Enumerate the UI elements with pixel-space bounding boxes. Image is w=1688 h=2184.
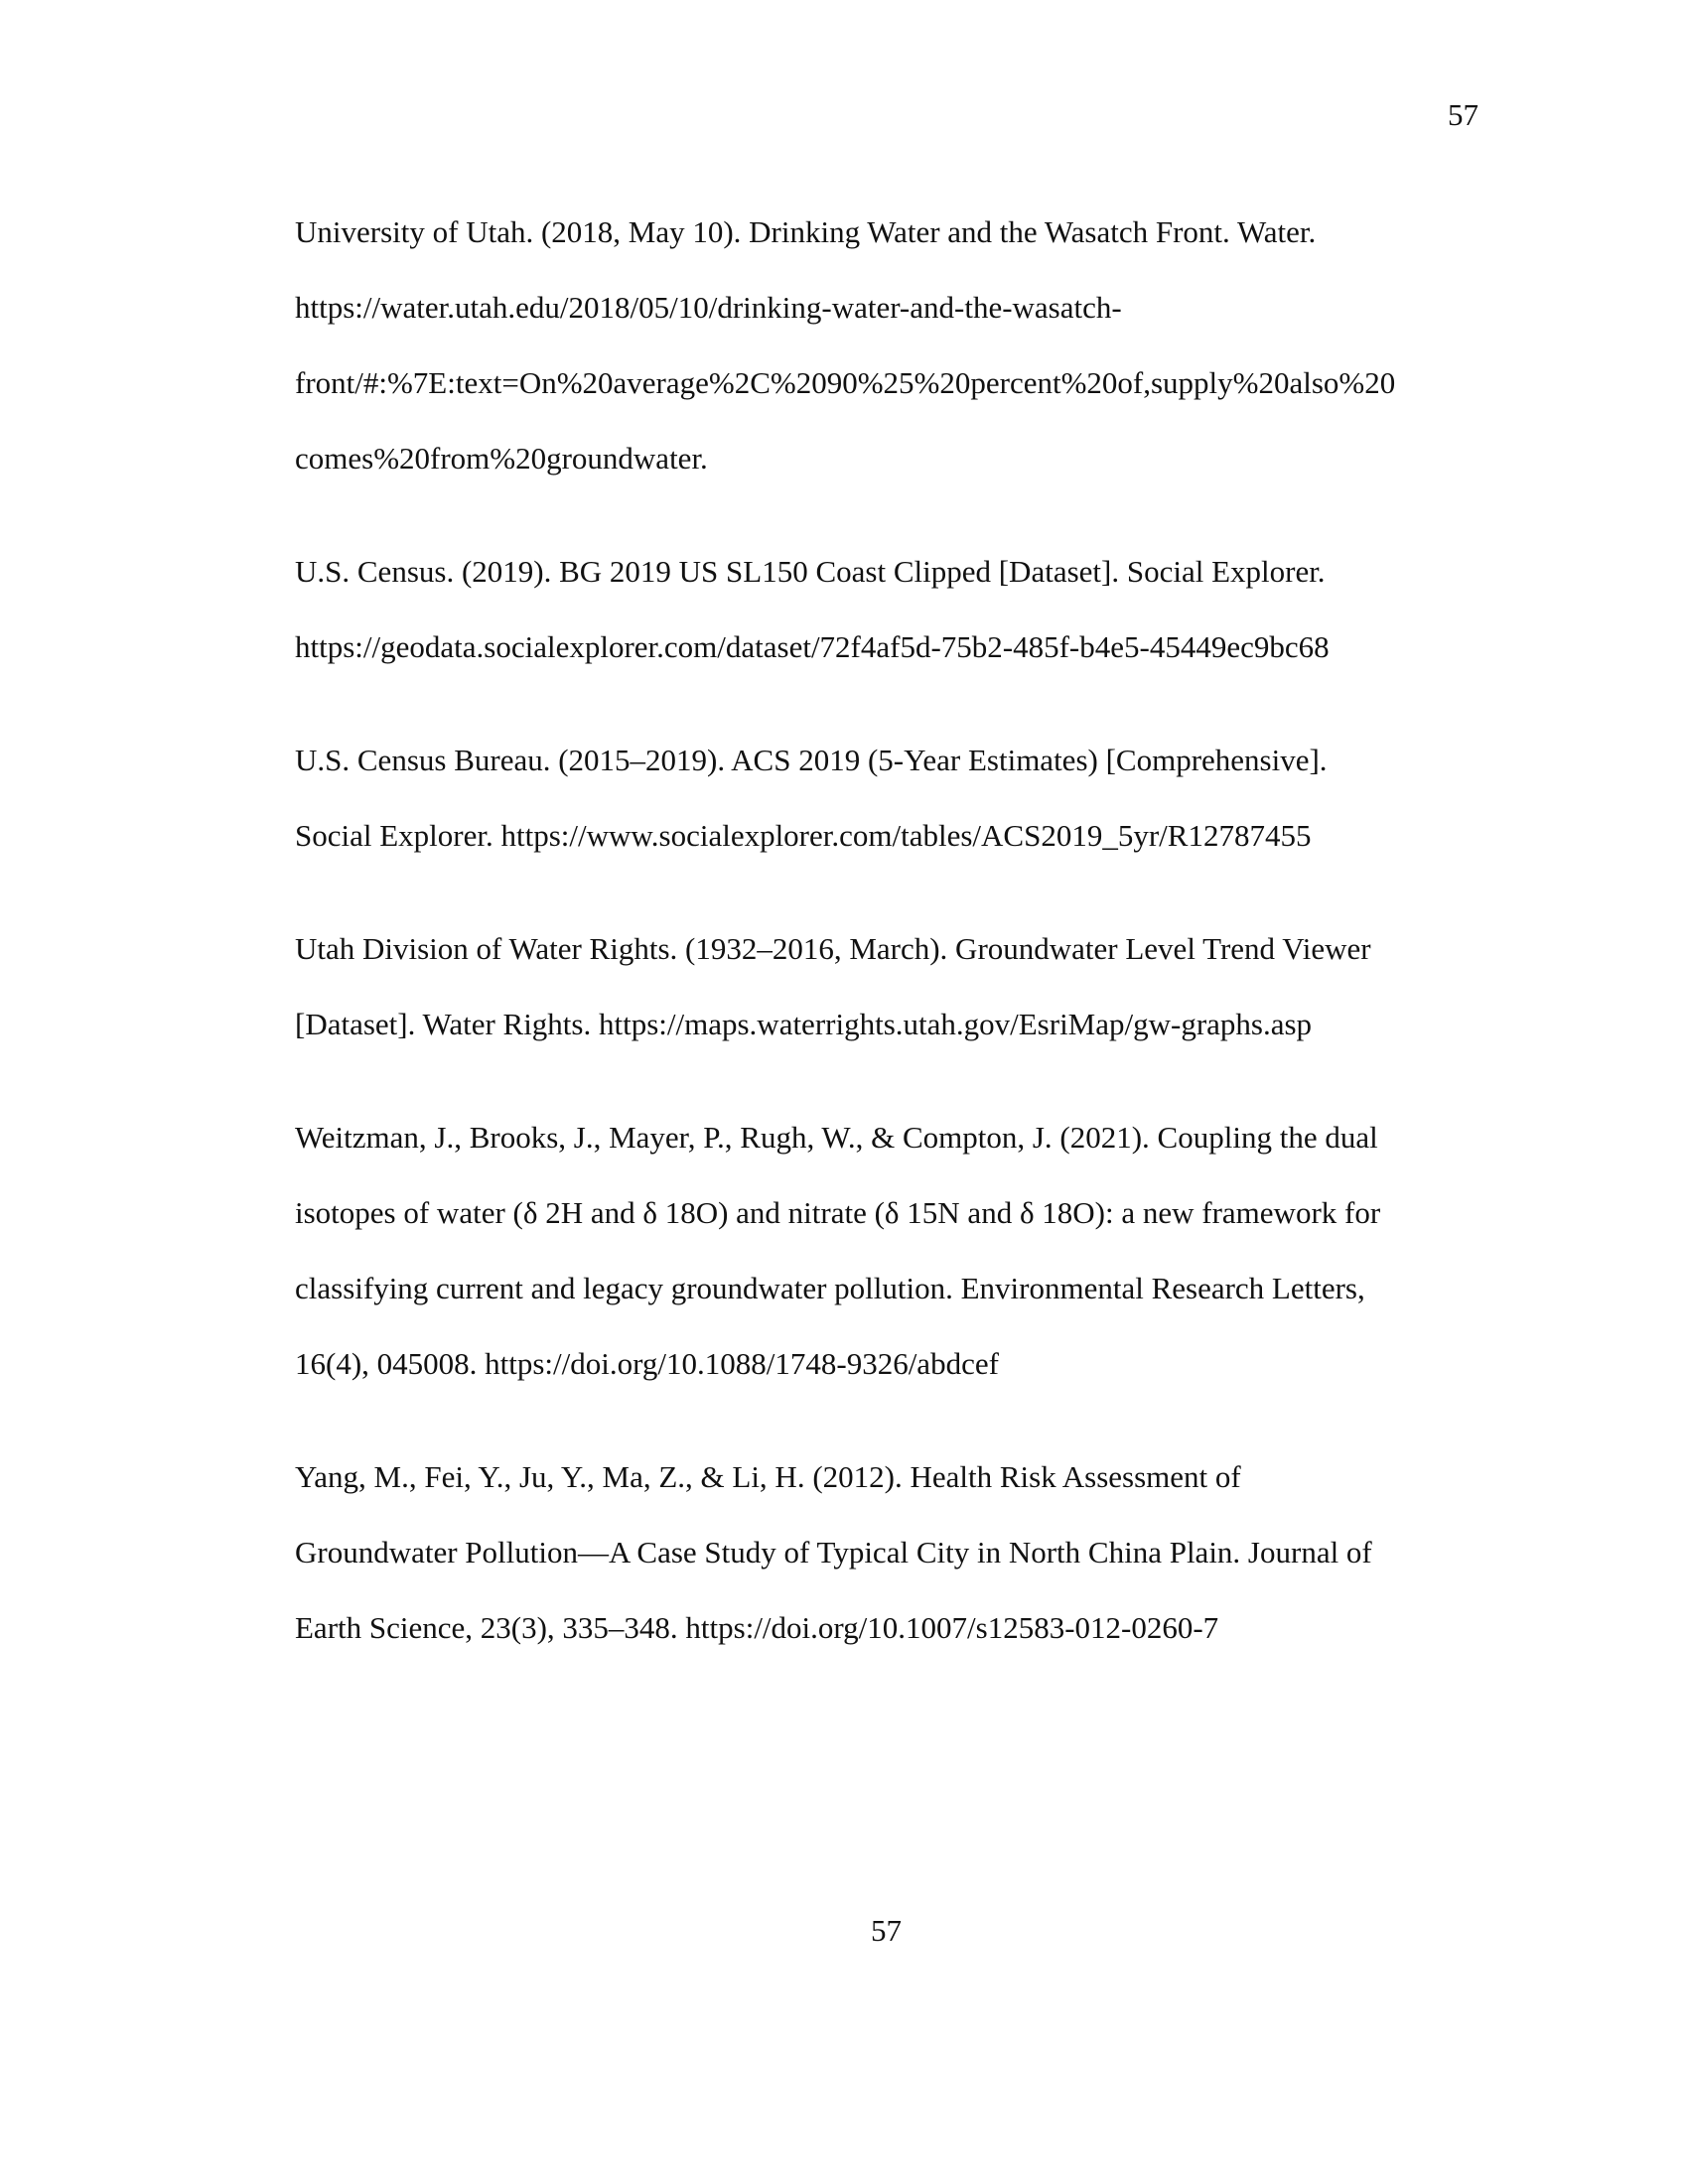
reference-weitzman	[295, 1100, 1486, 1402]
reference-url-line[interactable]: https://geodata.socialexplorer.com/dataset/72f4af5d-75b2-485f-b4e5-45449ec9bc68	[295, 629, 1330, 664]
reference-line: U.S. Census Bureau. (2015–2019). ACS 2019 (5-Year Estimates) [Comprehensive].	[295, 743, 1328, 777]
reference-line: University of Utah. (2018, May 10). Drinking Water and the Wasatch Front. Water.	[295, 214, 1317, 249]
reference-us-census-bureau	[295, 723, 1486, 874]
reference-url-line[interactable]: front/#:%7E:text=On%20average%2C%2090%25%20percent%20of,supply%20also%20	[295, 365, 1396, 400]
reference-line: isotopes of water (δ 2H and δ 18O) and nitrate (δ 15N and δ 18O): a new framework for	[295, 1195, 1381, 1230]
reference-line: Utah Division of Water Rights. (1932–2016, March). Groundwater Level Trend Viewer	[295, 931, 1371, 966]
reference-line: U.S. Census. (2019). BG 2019 US SL150 Coast Clipped [Dataset]. Social Explorer.	[295, 554, 1326, 589]
reference-line: Weitzman, J., Brooks, J., Mayer, P., Rugh, W., & Compton, J. (2021). Coupling the dual	[295, 1120, 1378, 1155]
reference-url-line[interactable]: https://water.utah.edu/2018/05/10/drinking-water-and-the-wasatch-	[295, 290, 1122, 325]
reference-list	[295, 195, 1486, 1704]
reference-us-census-2019	[295, 534, 1486, 685]
reference-line: classifying current and legacy groundwater pollution. Environmental Research Letters,	[295, 1271, 1365, 1305]
reference-university-of-utah	[295, 195, 1486, 496]
reference-utah-water-rights	[295, 911, 1486, 1062]
reference-url-line[interactable]: Earth Science, 23(3), 335–348. https://doi.org/10.1007/s12583-012-0260-7	[295, 1610, 1219, 1645]
reference-url-line[interactable]: 16(4), 045008. https://doi.org/10.1088/1748-9326/abdcef	[295, 1346, 999, 1381]
reference-line: Yang, M., Fei, Y., Ju, Y., Ma, Z., & Li, H. (2012). Health Risk Assessment of	[295, 1459, 1241, 1494]
reference-yang	[295, 1439, 1486, 1666]
reference-url-line[interactable]: comes%20from%20groundwater.	[295, 441, 708, 476]
reference-url-line[interactable]: Social Explorer. https://www.socialexplorer.com/tables/ACS2019_5yr/R12787455	[295, 818, 1312, 853]
footer-page-number: 57	[871, 1913, 902, 1948]
header-page-number: 57	[1448, 97, 1478, 132]
reference-line: Groundwater Pollution—A Case Study of Typical City in North China Plain. Journal of	[295, 1535, 1372, 1570]
reference-url-line[interactable]: [Dataset]. Water Rights. https://maps.waterrights.utah.gov/EsriMap/gw-graphs.asp	[295, 1007, 1313, 1041]
